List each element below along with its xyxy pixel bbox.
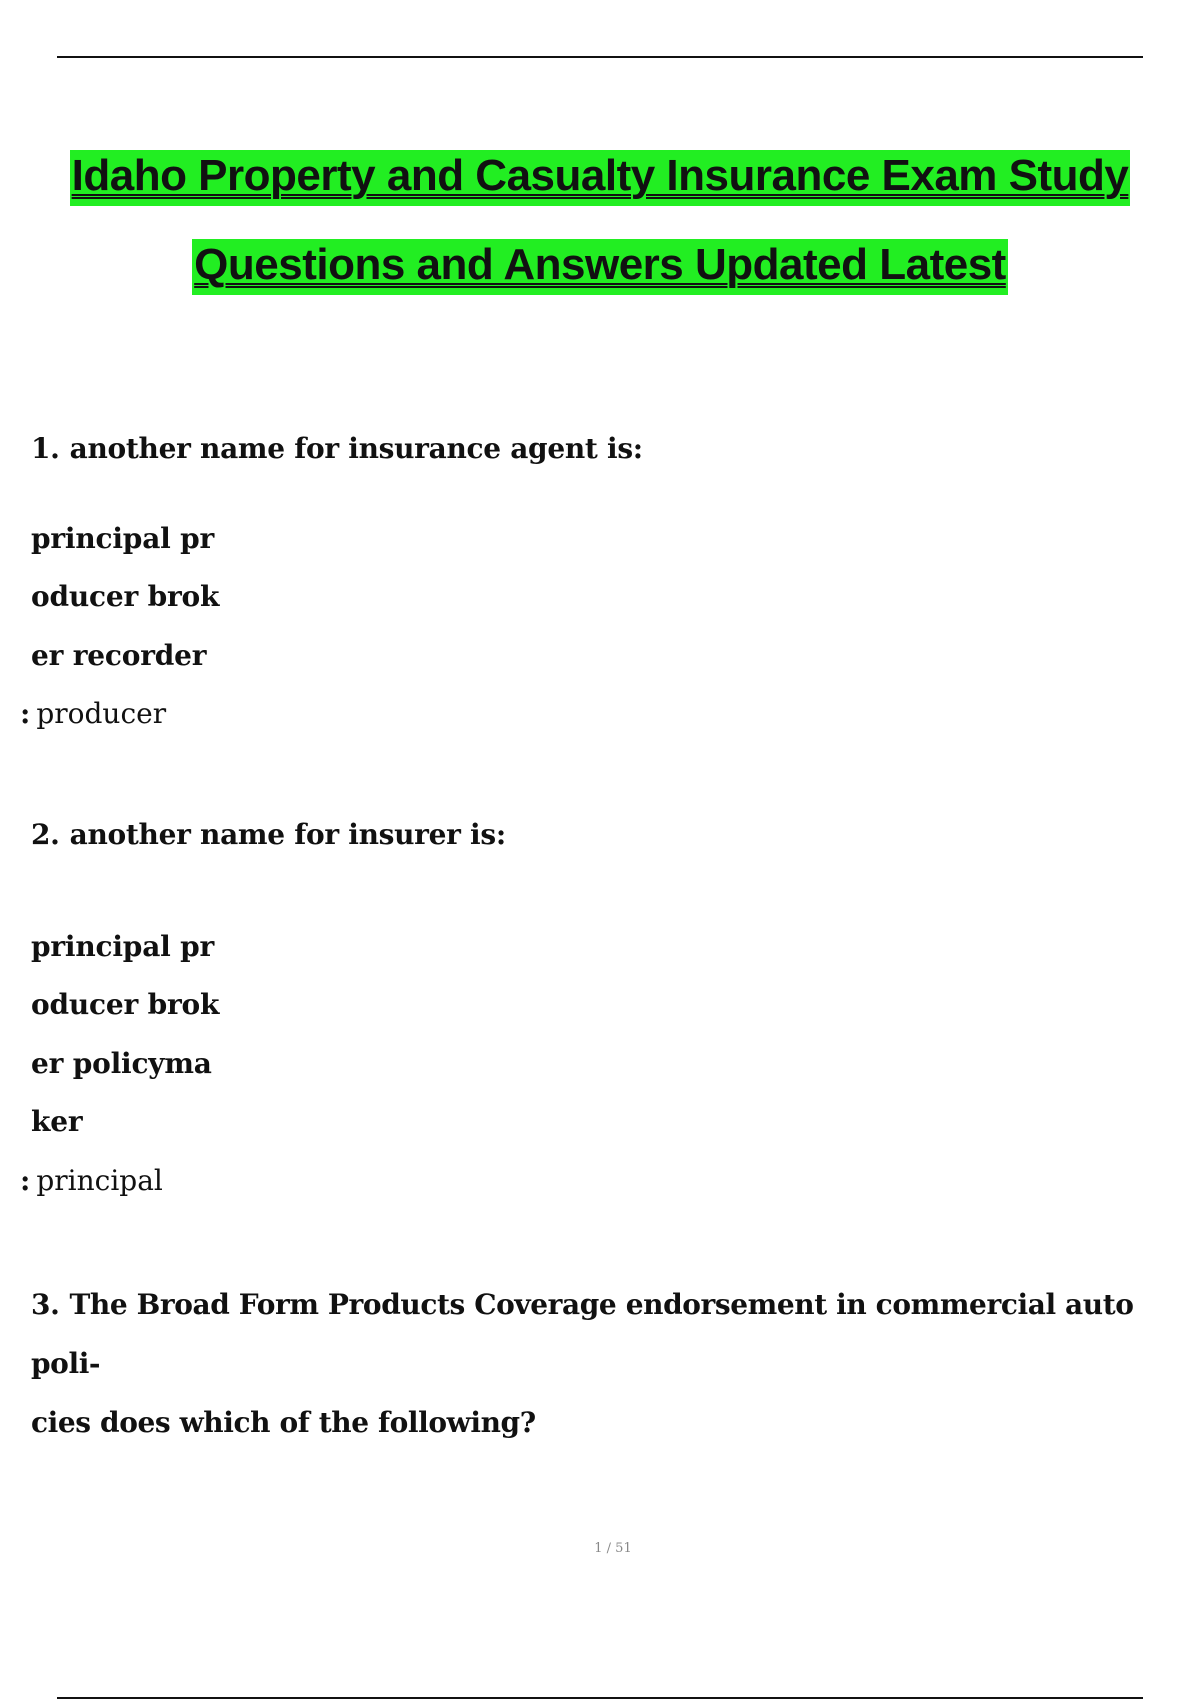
question-2-number: 2. <box>31 818 60 851</box>
question-2-answer-text: principal <box>36 1164 163 1197</box>
question-3-text: The Broad Form Products Coverage endorsement in commercial auto poli- cies does which of the following? <box>31 1288 1134 1439</box>
top-rule <box>57 56 1143 58</box>
answer-prefix: : <box>20 1164 31 1197</box>
answer-prefix: : <box>20 697 31 730</box>
question-1-option-1: principal pr <box>31 522 215 555</box>
question-1-answer <box>20 697 166 730</box>
bottom-rule <box>57 1697 1143 1699</box>
question-2-option-1: principal pr <box>31 930 215 963</box>
question-2-option-3: er policyma <box>31 1047 212 1080</box>
document-title-line-2 <box>0 239 1200 295</box>
question-1-option-2: oducer brok <box>31 580 220 613</box>
question-2-text: another name for insurer is: <box>69 818 506 851</box>
page-indicator: 1 / 51 <box>594 1541 632 1556</box>
question-3-number: 3. <box>31 1288 60 1321</box>
title-highlight-2: Questions and Answers Updated Latest <box>192 239 1008 295</box>
question-2 <box>31 818 506 851</box>
question-2-option-4: ker <box>31 1105 83 1138</box>
question-1-text: another name for insurance agent is: <box>69 432 643 465</box>
question-1 <box>31 432 643 465</box>
question-2-answer <box>20 1164 163 1197</box>
question-1-number: 1. <box>31 432 60 465</box>
question-3 <box>31 1275 1151 1452</box>
question-1-answer-text: producer <box>36 697 167 730</box>
question-1-option-3: er recorder <box>31 639 207 672</box>
document-title-line-1 <box>0 150 1200 206</box>
title-highlight-1: Idaho Property and Casualty Insurance Exam Study <box>70 150 1131 206</box>
question-2-option-2: oducer brok <box>31 988 220 1021</box>
